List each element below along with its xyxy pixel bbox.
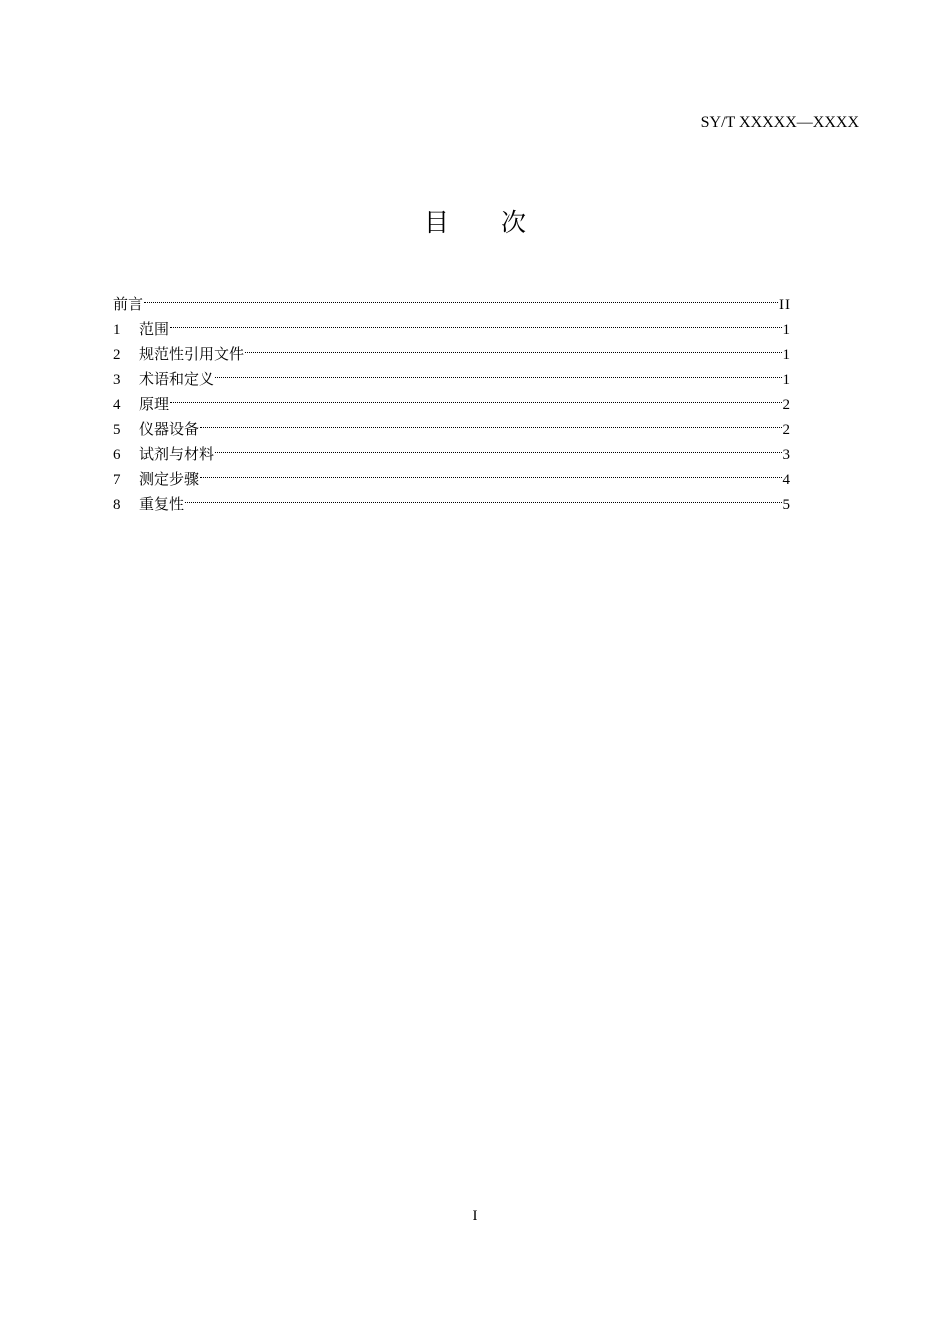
toc-entry-label: 规范性引用文件 (139, 345, 245, 363)
toc-entry-page: 1 (782, 322, 791, 338)
toc-entry-8[interactable] (113, 484, 791, 513)
toc-leader-dots (200, 459, 781, 484)
toc-entry-label: 测定步骤 (139, 470, 200, 488)
toc-entry-label: 试剂与材料 (139, 445, 215, 463)
toc-entry-label: 原理 (139, 395, 170, 413)
page-title (0, 203, 950, 239)
toc-entry-label: 前言 (113, 295, 144, 313)
toc-entry-number: 2 (113, 347, 121, 363)
toc-entry-number: 5 (113, 422, 121, 438)
toc-entry-page: 3 (782, 447, 791, 463)
toc-entry-number: 8 (113, 497, 121, 513)
toc-leader-dots (185, 484, 781, 509)
toc-entry-foreword[interactable] (113, 284, 791, 313)
toc-entry-3[interactable] (113, 359, 791, 388)
toc-entry-number: 1 (113, 322, 121, 338)
toc-entry-page: 2 (782, 422, 791, 438)
toc-entry-number: 3 (113, 372, 121, 388)
toc-entry-4[interactable] (113, 384, 791, 413)
toc-leader-dots (170, 309, 781, 334)
toc-leader-dots (245, 334, 781, 359)
toc-entry-page: II (779, 297, 791, 313)
toc-entry-page: 1 (782, 372, 791, 388)
title-char-2: 次 (501, 208, 527, 237)
toc-entry-6[interactable] (113, 434, 791, 463)
toc-leader-dots (215, 359, 781, 384)
toc-leader-dots (215, 434, 781, 459)
document-code: SY/T XXXXX—XXXX (700, 114, 859, 131)
toc-leader-dots (200, 409, 781, 434)
toc-entry-label: 仪器设备 (139, 420, 200, 438)
toc-entry-2[interactable] (113, 334, 791, 363)
toc-entry-page: 5 (782, 497, 791, 513)
toc-entry-page: 4 (782, 472, 791, 488)
toc-entry-label: 重复性 (139, 495, 185, 513)
toc-entry-page: 1 (782, 347, 791, 363)
table-of-contents (113, 284, 791, 513)
title-char-1: 目 (423, 208, 449, 237)
toc-entry-number: 6 (113, 447, 121, 463)
toc-entry-7[interactable] (113, 459, 791, 488)
toc-entry-page: 2 (782, 397, 791, 413)
toc-entry-5[interactable] (113, 409, 791, 438)
toc-entry-number: 4 (113, 397, 121, 413)
toc-entry-number: 7 (113, 472, 121, 488)
toc-leader-dots (144, 284, 778, 309)
toc-leader-dots (170, 384, 781, 409)
toc-entry-label: 术语和定义 (139, 370, 215, 388)
page-number: I (472, 1208, 478, 1224)
toc-entry-1[interactable] (113, 309, 791, 338)
toc-entry-label: 范围 (139, 320, 170, 338)
